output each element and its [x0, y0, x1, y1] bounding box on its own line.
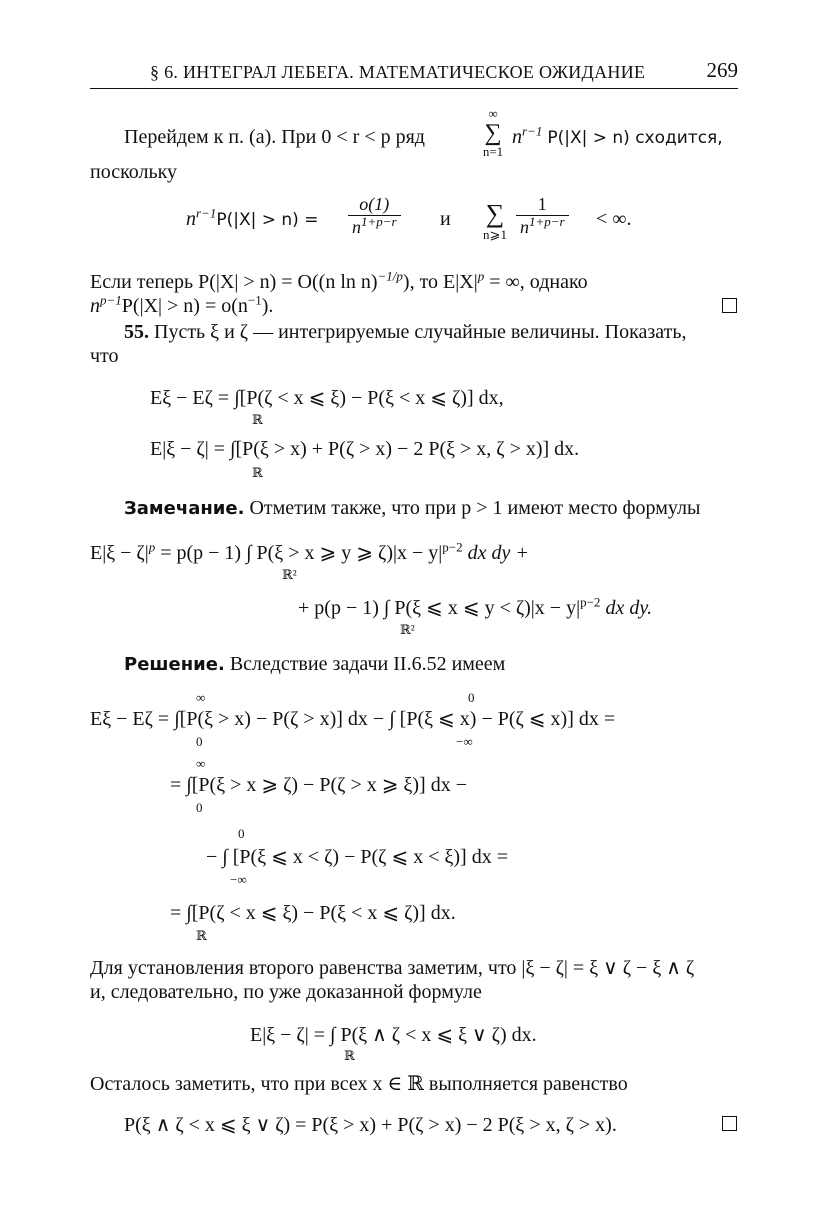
eq1-den-n-2: n [520, 217, 529, 237]
sum-upper: ∞ [488, 106, 498, 121]
eq-c-domain: ℝ [344, 1048, 355, 1063]
eq1-sum [478, 200, 512, 242]
solution-eq-line-3: − ∫ [P(ξ ⩽ x < ζ) − P(ζ ⩽ x < ξ)] dx = [206, 846, 508, 868]
sol-l3-upper: 0 [238, 826, 245, 841]
intro-text-a: Перейдем к п. (а). При 0 < r < p ряд [124, 126, 425, 148]
running-title: § 6. ИНТЕГРАЛ ЛЕБЕГА. МАТЕМАТИЧЕСКОЕ ОЖИДАНИЕ [150, 62, 646, 82]
sum-block [480, 108, 506, 158]
eq1-den-n: n [352, 217, 361, 237]
eq1-numerator: o(1) [348, 193, 401, 216]
line3-c: = ∞, однако [489, 271, 588, 293]
remark-eq2-domain: ℝ² [400, 622, 415, 637]
page-header [90, 60, 738, 89]
problem-line-1 [124, 320, 687, 344]
equation-1 [186, 205, 319, 231]
eq1-exp: r−1 [196, 205, 217, 221]
eq1-fraction [348, 193, 401, 238]
eq1-and: и [440, 208, 451, 230]
remark-line [124, 496, 700, 521]
solution-eq-line-4: = ∫[P(ζ < x ⩽ ξ) − P(ξ < x ⩽ ζ)] dx. [170, 902, 456, 924]
eq1-tail: < ∞. [596, 208, 632, 230]
remark-eq1-exp: p [148, 539, 156, 555]
solution-text: Вследствие задачи II.6.52 имеем [229, 653, 506, 675]
remark-eq-1 [90, 540, 529, 565]
intro-line-1 [124, 125, 425, 149]
solution-eq-c: E|ξ − ζ| = ∫ P(ξ ∧ ζ < x ⩽ ξ ∨ ζ) dx. [250, 1024, 537, 1046]
remark-eq1-b: = p(p − 1) ∫ P(ξ > x ⩾ y ⩾ ζ)|x − y| [160, 542, 443, 564]
intro-line-3 [90, 270, 588, 294]
sol-l1-upper-1: ∞ [196, 690, 206, 705]
line4-exp2: −1 [247, 292, 262, 308]
line4-exp: p−1 [100, 292, 122, 308]
problem-line-2: что [90, 345, 119, 367]
intro-line-1-tail [512, 125, 723, 150]
line4-b: P(|X| > n) = o(n [121, 295, 248, 317]
solution-text-4: Осталось заметить, что при всех x ∈ ℝ выполняется равенство [90, 1073, 628, 1095]
problem-text: Пусть ξ и ζ — интегрируемые случайные величины. Показать, [154, 321, 687, 343]
eq-b-domain: ℝ [252, 465, 263, 480]
eq1-n: n [186, 208, 196, 230]
eq1-numerator-2: 1 [516, 193, 569, 216]
eq1-fraction-2 [516, 193, 569, 238]
solution-eq-line-2: = ∫[P(ξ > x ⩾ ζ) − P(ζ > x ⩾ ξ)] dx − [170, 774, 467, 796]
line3-b: ), то E|X| [402, 271, 478, 293]
remark-eq1-domain: ℝ² [282, 567, 297, 582]
line4-n: n [90, 295, 100, 317]
sum-symbol: ∑ [484, 120, 502, 146]
page-number: 269 [706, 58, 738, 82]
eq1-sum-symbol: ∑ [485, 199, 505, 228]
sol-l4-domain: ℝ [196, 928, 207, 943]
problem-eq-b: E|ξ − ζ| = ∫[P(ξ > x) + P(ζ > x) − 2 P(ξ > x, ζ > x)] dx. [150, 438, 580, 460]
remark-eq1-a: E|ξ − ζ| [90, 542, 149, 564]
solution-text-2: Для установления второго равенства заметим, что |ξ − ζ| = ξ ∨ ζ − ξ ∧ ζ [90, 957, 695, 979]
line3-exp2: p [477, 268, 485, 284]
sum-lower: n=1 [482, 144, 504, 159]
sol-l1-lower-2: −∞ [456, 734, 473, 749]
intro-line-4 [90, 294, 273, 318]
line4-c: ). [261, 295, 274, 317]
n-var: n [512, 126, 522, 148]
eq-a-domain: ℝ [252, 412, 263, 427]
eq1-sum-lower: n⩾1 [483, 227, 507, 242]
solution-line [124, 652, 505, 677]
eq1-den-exp-2: 1+p−r [529, 214, 565, 229]
sol-l2-upper: ∞ [196, 756, 206, 771]
problem-number: 55. [124, 321, 149, 343]
eq1-prob: P(|X| > n) = [216, 210, 319, 230]
solution-text-3: и, следовательно, по уже доказанной формуле [90, 981, 482, 1003]
intro-line-2: поскольку [90, 161, 178, 183]
remark-label: Замечание. [124, 498, 245, 519]
line3-exp: −1/p [377, 268, 403, 284]
line3-a: Если теперь P(|X| > n) = O((n ln n) [90, 271, 378, 293]
solution-eq-line-1: Eξ − Eζ = ∫[P(ξ > x) − P(ζ > x)] dx − ∫ [P(ξ ⩽ x) − P(ζ ⩽ x)] dx = [90, 708, 616, 730]
qed-mark-2 [722, 1116, 737, 1136]
solution-label: Решение. [124, 654, 225, 675]
remark-text: Отметим также, что при p > 1 имеют место формулы [249, 497, 701, 519]
remark-eq2-c: dx dy. [605, 597, 653, 619]
remark-eq2-a: + p(p − 1) ∫ P(ξ ⩽ x ⩽ y < ζ)|x − y| [298, 597, 581, 619]
exp: r−1 [522, 123, 543, 139]
qed-mark-1 [722, 298, 737, 318]
solution-eq-d: P(ξ ∧ ζ < x ⩽ ξ ∨ ζ) = P(ξ > x) + P(ζ > x) − 2 P(ξ > x, ζ > x). [124, 1114, 617, 1136]
intro-text-d: P(|X| > n) сходится, [547, 128, 723, 148]
sol-l2-lower: 0 [196, 800, 203, 815]
sol-l1-upper-2: 0 [468, 690, 475, 705]
problem-eq-a: Eξ − Eζ = ∫[P(ζ < x ⩽ ξ) − P(ξ < x ⩽ ζ)] dx, [150, 387, 504, 409]
remark-eq1-exp2: p−2 [442, 539, 463, 555]
sol-l3-lower: −∞ [230, 872, 247, 887]
remark-eq1-c: dx dy + [467, 542, 529, 564]
sol-l1-lower-1: 0 [196, 734, 203, 749]
remark-eq-2 [298, 595, 652, 620]
remark-eq2-exp: p−2 [580, 594, 601, 610]
eq1-den-exp: 1+p−r [361, 214, 397, 229]
